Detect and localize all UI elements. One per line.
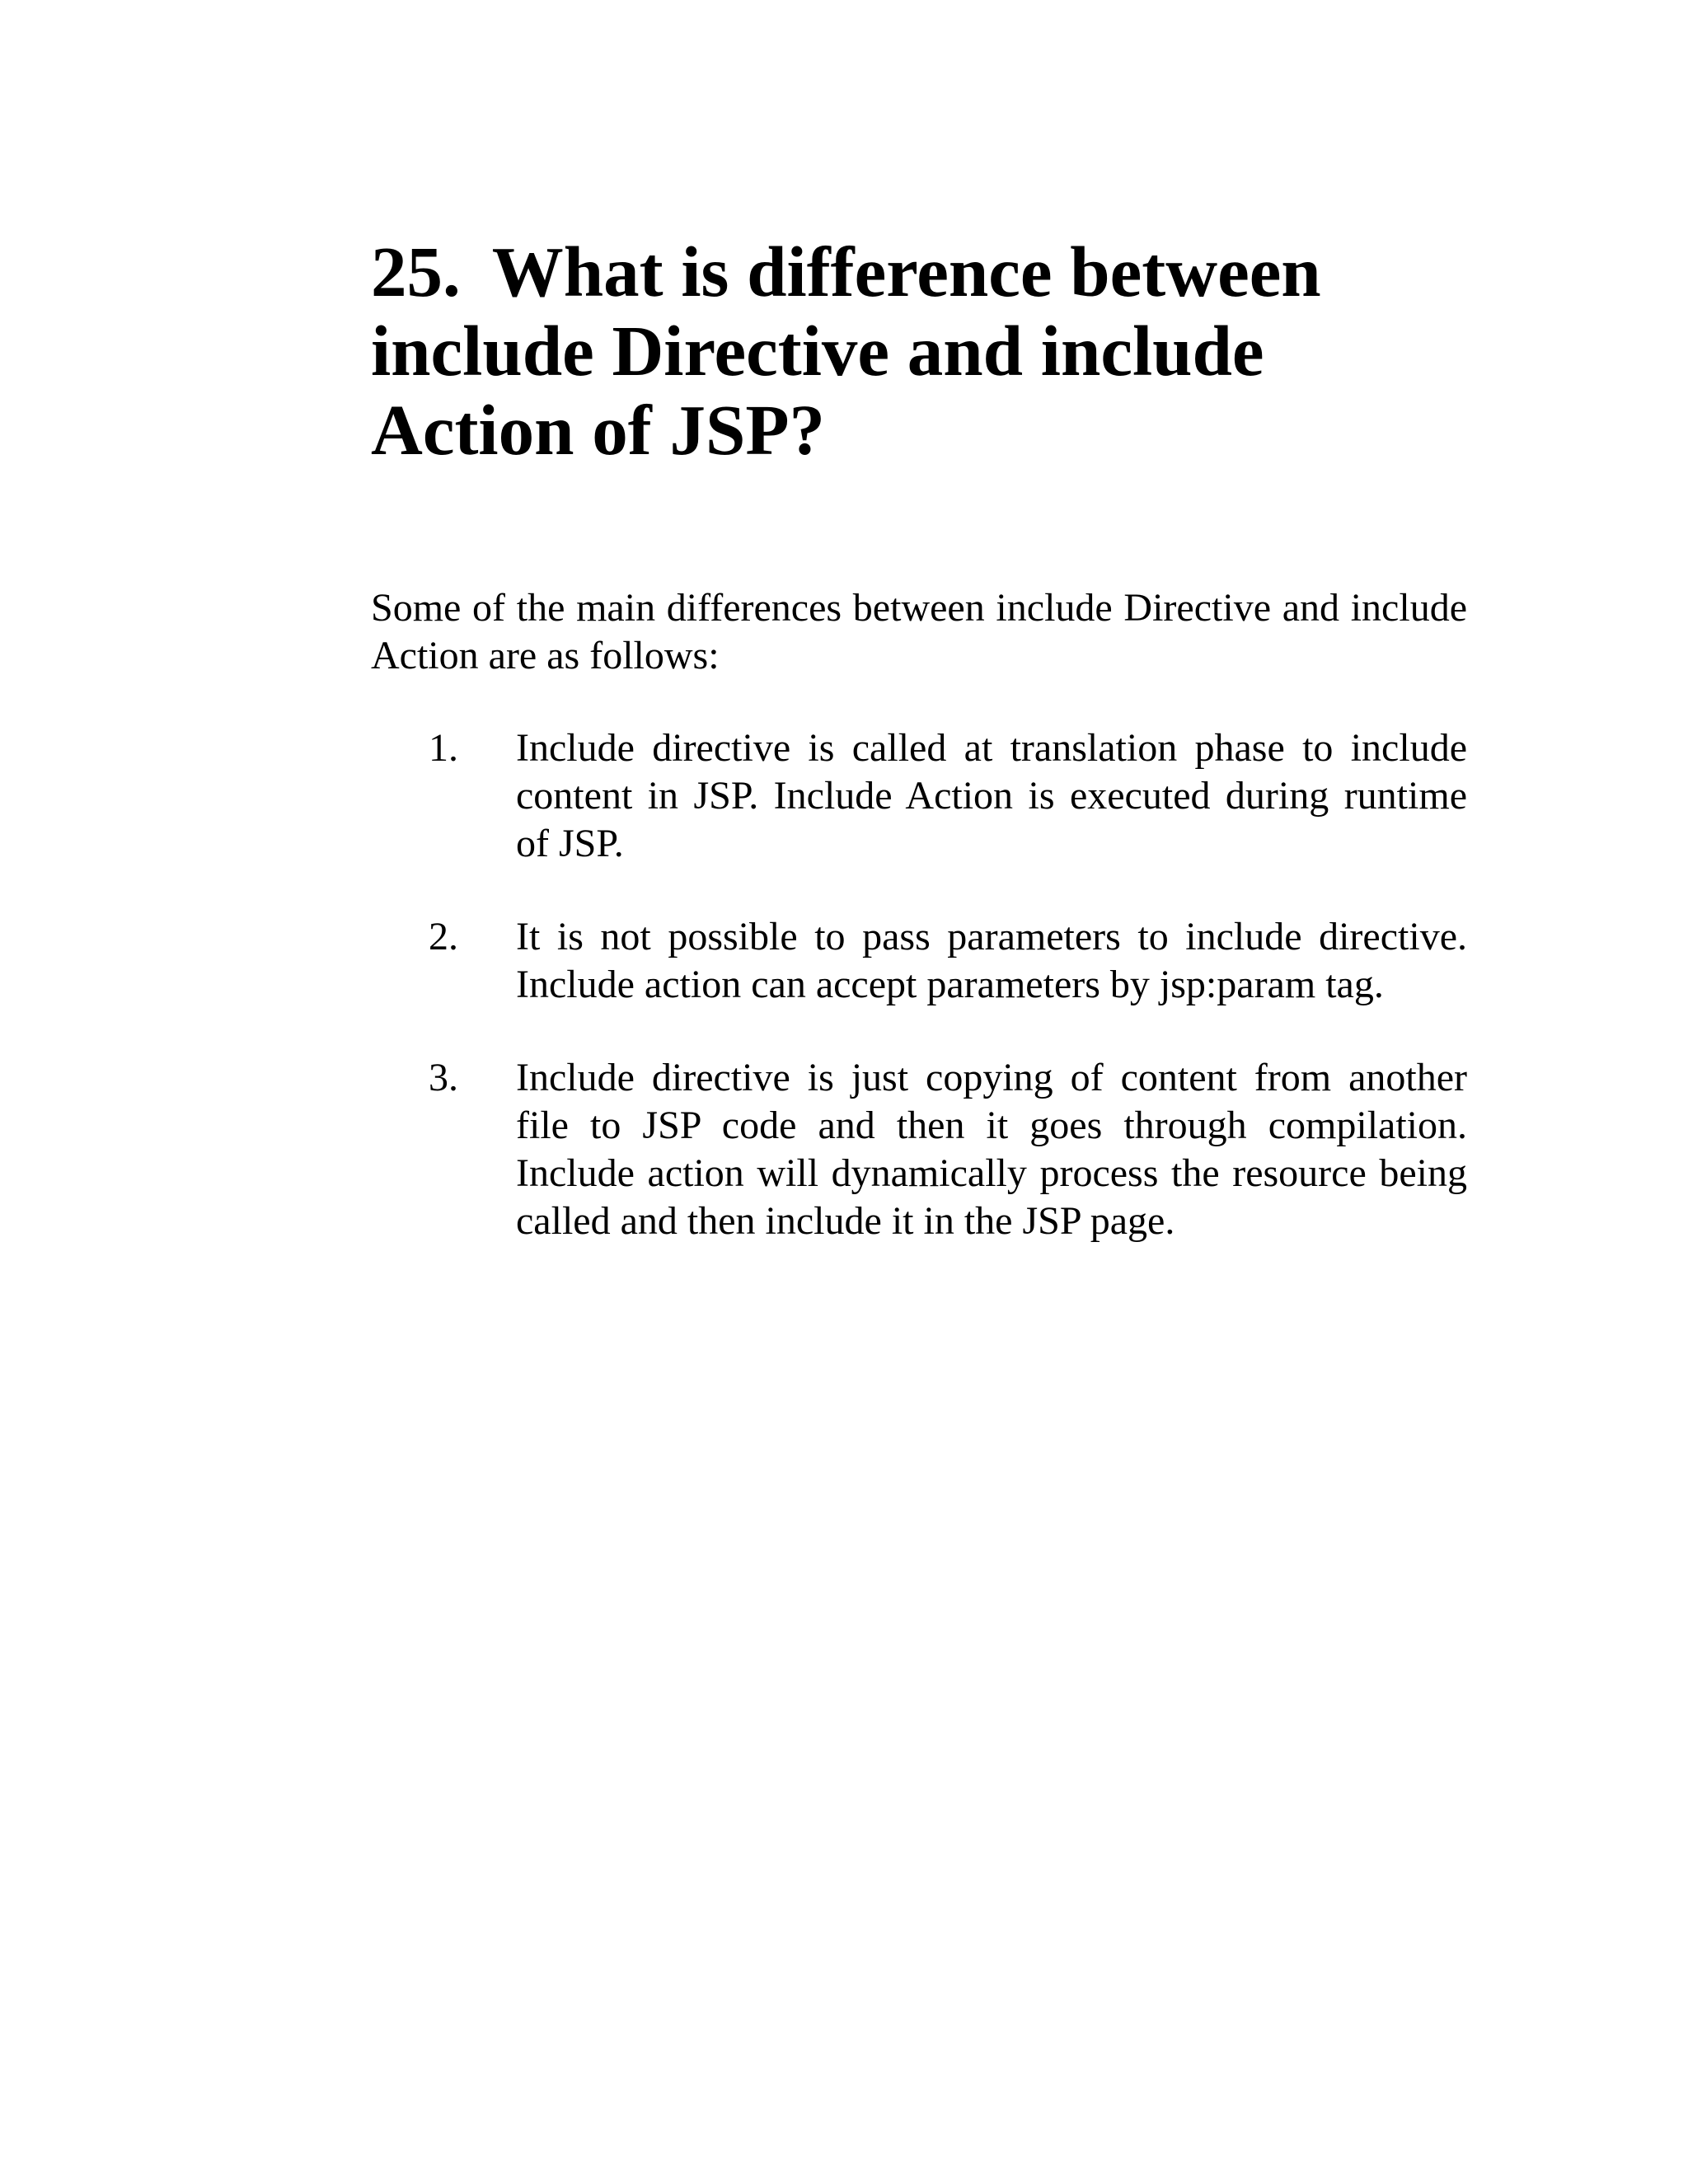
question-title: What is difference between include Directive and include Action of JSP? bbox=[371, 232, 1321, 470]
intro-paragraph: Some of the main differences between include Directive and include Action are as follows: bbox=[371, 586, 1467, 677]
difference-number: 3. bbox=[429, 1056, 458, 1099]
document-content bbox=[371, 232, 1467, 1291]
question-heading bbox=[371, 232, 1467, 470]
difference-number: 2. bbox=[429, 915, 458, 958]
difference-item bbox=[371, 724, 1467, 868]
difference-item bbox=[371, 1054, 1467, 1245]
difference-text: It is not possible to pass parameters to include directive. Include action can accept parameters by jsp:param tag. bbox=[516, 915, 1467, 1006]
question-number: 25. bbox=[371, 232, 461, 312]
difference-item bbox=[371, 913, 1467, 1009]
differences-list bbox=[371, 724, 1467, 1245]
difference-number: 1. bbox=[429, 726, 458, 770]
difference-text: Include directive is just copying of content from another file to JSP code and then it goes through compilation. Include action will dynamically process the resource being called and then include it in the JSP page. bbox=[516, 1056, 1467, 1243]
difference-text: Include directive is called at translation phase to include content in JSP. Include Action is executed during runtime of JSP. bbox=[516, 726, 1467, 865]
